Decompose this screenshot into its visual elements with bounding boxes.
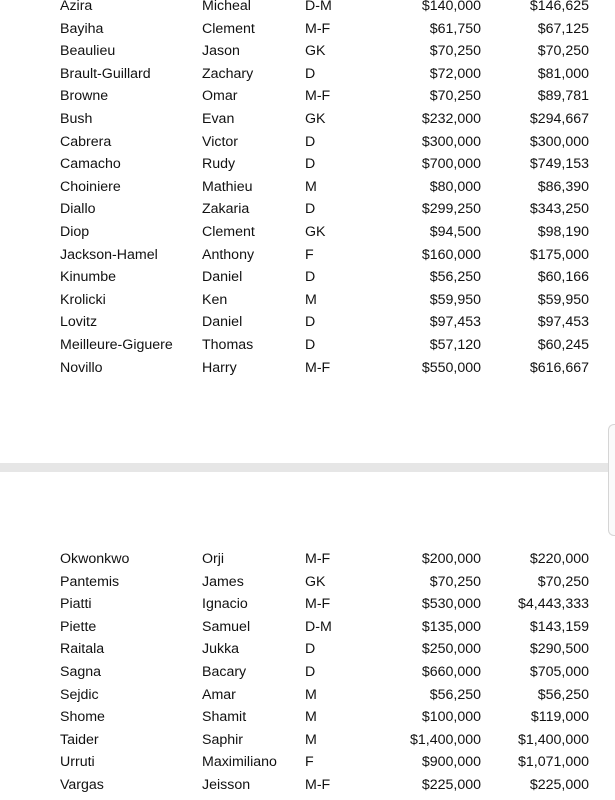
player-position: GK	[305, 43, 326, 60]
player-position: M	[305, 686, 317, 703]
table-row	[0, 221, 615, 243]
table-row	[0, 176, 615, 198]
guaranteed-compensation: $300,000	[529, 133, 589, 150]
player-last-name: Sejdic	[60, 686, 99, 703]
player-position: F	[305, 754, 314, 771]
player-position: M-F	[305, 777, 331, 793]
table-row	[0, 616, 615, 638]
player-position: M-F	[305, 88, 331, 105]
base-salary: $140,000	[421, 0, 481, 14]
guaranteed-compensation: $60,245	[537, 337, 589, 353]
table-row	[0, 729, 615, 751]
player-first-name: Amar	[202, 686, 236, 703]
base-salary: $550,000	[421, 359, 481, 376]
page-divider	[0, 463, 615, 472]
guaranteed-compensation: $175,000	[529, 246, 589, 263]
player-position: M	[305, 709, 317, 726]
player-last-name: Lovitz	[60, 314, 98, 331]
player-last-name: Vargas	[60, 777, 104, 793]
table-row	[0, 153, 615, 175]
table-row	[0, 684, 615, 706]
player-position: M	[305, 291, 317, 308]
base-salary: $100,000	[421, 709, 481, 726]
player-last-name: Camacho	[60, 156, 121, 173]
table-row	[0, 85, 615, 107]
guaranteed-compensation: $616,667	[529, 359, 589, 376]
base-salary: $900,000	[421, 754, 481, 771]
table-row	[0, 198, 615, 220]
player-position: D	[305, 314, 316, 331]
base-salary: $530,000	[421, 596, 481, 613]
table-row	[0, 706, 615, 728]
player-first-name: Clement	[202, 20, 255, 37]
base-salary: $299,250	[421, 201, 481, 218]
base-salary: $200,000	[421, 551, 481, 567]
guaranteed-compensation: $220,000	[529, 551, 589, 567]
player-first-name: Daniel	[202, 269, 243, 286]
guaranteed-compensation: $749,153	[529, 156, 589, 173]
player-first-name: Orji	[202, 551, 225, 567]
player-last-name: Cabrera	[60, 133, 112, 150]
guaranteed-compensation: $1,400,000	[517, 731, 589, 748]
table-row	[0, 108, 615, 130]
guaranteed-compensation: $97,453	[537, 314, 589, 331]
player-position: D	[305, 133, 316, 150]
guaranteed-compensation: $70,250	[537, 43, 589, 60]
player-position: F	[305, 246, 314, 263]
table-row	[0, 18, 615, 40]
player-first-name: Rudy	[202, 156, 236, 173]
player-position: M	[305, 731, 317, 748]
player-last-name: Urruti	[60, 754, 95, 771]
player-first-name: Victor	[202, 133, 239, 150]
table-row	[0, 289, 615, 311]
guaranteed-compensation: $4,443,333	[517, 596, 589, 613]
guaranteed-compensation: $89,781	[537, 88, 589, 105]
player-last-name: Okwonkwo	[60, 551, 130, 567]
table-row	[0, 131, 615, 153]
player-last-name: Browne	[60, 88, 109, 105]
base-salary: $97,453	[429, 314, 481, 331]
table-row	[0, 334, 615, 356]
guaranteed-compensation: $60,166	[537, 269, 589, 286]
guaranteed-compensation: $86,390	[537, 178, 589, 195]
base-salary: $94,500	[429, 224, 481, 240]
player-last-name: Choiniere	[60, 178, 121, 195]
table-row	[0, 311, 615, 333]
player-first-name: Daniel	[202, 314, 243, 331]
base-salary: $232,000	[421, 111, 481, 127]
base-salary: $225,000	[421, 777, 481, 793]
player-first-name: Ignacio	[202, 596, 248, 613]
base-salary: $59,950	[429, 291, 481, 308]
player-last-name: Pantemis	[60, 573, 120, 590]
base-salary: $160,000	[421, 246, 481, 263]
base-salary: $300,000	[421, 133, 481, 150]
base-salary: $70,250	[429, 43, 481, 60]
player-first-name: Mathieu	[202, 178, 253, 195]
table-row	[0, 571, 615, 593]
base-salary: $1,400,000	[409, 731, 481, 748]
player-first-name: Shamit	[202, 709, 247, 726]
table-row	[0, 751, 615, 773]
base-salary: $56,250	[429, 686, 481, 703]
player-first-name: Micheal	[202, 0, 251, 14]
player-first-name: Clement	[202, 224, 255, 240]
table-row	[0, 40, 615, 62]
player-position: M-F	[305, 359, 331, 376]
base-salary: $135,000	[421, 618, 481, 635]
player-last-name: Diop	[60, 224, 90, 240]
player-position: M	[305, 178, 317, 195]
player-first-name: James	[202, 573, 244, 590]
base-salary: $250,000	[421, 641, 481, 658]
player-last-name: Diallo	[60, 201, 96, 218]
player-position: D-M	[305, 0, 332, 14]
player-first-name: Jukka	[202, 641, 240, 658]
guaranteed-compensation: $119,000	[530, 709, 589, 726]
scroll-indicator[interactable]	[608, 424, 615, 536]
player-position: M-F	[305, 20, 331, 37]
player-position: D	[305, 156, 316, 173]
player-first-name: Jeisson	[202, 777, 251, 793]
player-position: D-M	[305, 618, 332, 635]
player-position: GK	[305, 224, 326, 240]
guaranteed-compensation: $294,667	[529, 111, 589, 127]
base-salary: $70,250	[429, 88, 481, 105]
player-first-name: Zachary	[202, 65, 254, 82]
guaranteed-compensation: $143,159	[529, 618, 589, 635]
guaranteed-compensation: $146,625	[529, 0, 589, 14]
player-first-name: Anthony	[202, 246, 255, 263]
player-first-name: Maximiliano	[202, 754, 277, 771]
player-last-name: Taider	[60, 731, 99, 748]
player-last-name: Krolicki	[60, 291, 106, 308]
guaranteed-compensation: $56,250	[537, 686, 589, 703]
player-first-name: Samuel	[202, 618, 251, 635]
base-salary: $70,250	[429, 573, 481, 590]
player-first-name: Omar	[202, 88, 238, 105]
table-row	[0, 593, 615, 615]
player-first-name: Thomas	[202, 337, 254, 353]
table-row	[0, 244, 615, 266]
base-salary: $57,120	[429, 337, 481, 353]
player-position: M-F	[305, 551, 331, 567]
player-position: D	[305, 269, 316, 286]
player-last-name: Piette	[60, 618, 97, 635]
player-last-name: Novillo	[60, 359, 103, 376]
guaranteed-compensation: $290,500	[529, 641, 589, 658]
player-last-name: Bayiha	[60, 20, 104, 37]
player-position: D	[305, 337, 316, 353]
guaranteed-compensation: $81,000	[537, 65, 589, 82]
player-last-name: Brault-Guillard	[60, 65, 151, 82]
guaranteed-compensation: $1,071,000	[517, 754, 589, 771]
guaranteed-compensation: $59,950	[537, 291, 589, 308]
table-row	[0, 266, 615, 288]
player-last-name: Raitala	[60, 641, 105, 658]
player-position: D	[305, 641, 316, 658]
player-first-name: Bacary	[202, 664, 247, 680]
player-last-name: Azira	[60, 0, 93, 14]
base-salary: $56,250	[429, 269, 481, 286]
base-salary: $72,000	[429, 65, 481, 82]
player-first-name: Zakaria	[202, 201, 250, 218]
player-position: GK	[305, 111, 326, 127]
table-row	[0, 0, 615, 17]
table-row	[0, 661, 615, 683]
player-last-name: Piatti	[60, 596, 92, 613]
guaranteed-compensation: $225,000	[529, 777, 589, 793]
player-last-name: Sagna	[60, 664, 102, 680]
player-first-name: Ken	[202, 291, 228, 308]
player-last-name: Kinumbe	[60, 269, 116, 286]
player-first-name: Saphir	[202, 731, 244, 748]
base-salary: $660,000	[421, 664, 481, 680]
player-position: GK	[305, 573, 326, 590]
player-position: D	[305, 201, 316, 218]
player-last-name: Beaulieu	[60, 43, 116, 60]
player-position: M-F	[305, 596, 331, 613]
guaranteed-compensation: $343,250	[529, 201, 589, 218]
table-row	[0, 63, 615, 85]
player-position: D	[305, 664, 316, 680]
document-page-2	[0, 472, 615, 800]
base-salary: $61,750	[429, 20, 481, 37]
player-last-name: Bush	[60, 111, 93, 127]
player-last-name: Meilleure-Giguere	[60, 337, 173, 353]
table-row	[0, 774, 615, 796]
table-row	[0, 638, 615, 660]
player-first-name: Evan	[202, 111, 235, 127]
table-row	[0, 548, 615, 570]
player-position: D	[305, 65, 316, 82]
guaranteed-compensation: $705,000	[529, 664, 589, 680]
player-first-name: Harry	[202, 359, 237, 376]
player-first-name: Jason	[202, 43, 240, 60]
guaranteed-compensation: $98,190	[537, 224, 589, 240]
guaranteed-compensation: $67,125	[537, 20, 589, 37]
guaranteed-compensation: $70,250	[537, 573, 589, 590]
player-last-name: Shome	[60, 709, 105, 726]
table-row	[0, 357, 615, 379]
base-salary: $80,000	[429, 178, 481, 195]
player-last-name: Jackson-Hamel	[60, 246, 158, 263]
base-salary: $700,000	[421, 156, 481, 173]
